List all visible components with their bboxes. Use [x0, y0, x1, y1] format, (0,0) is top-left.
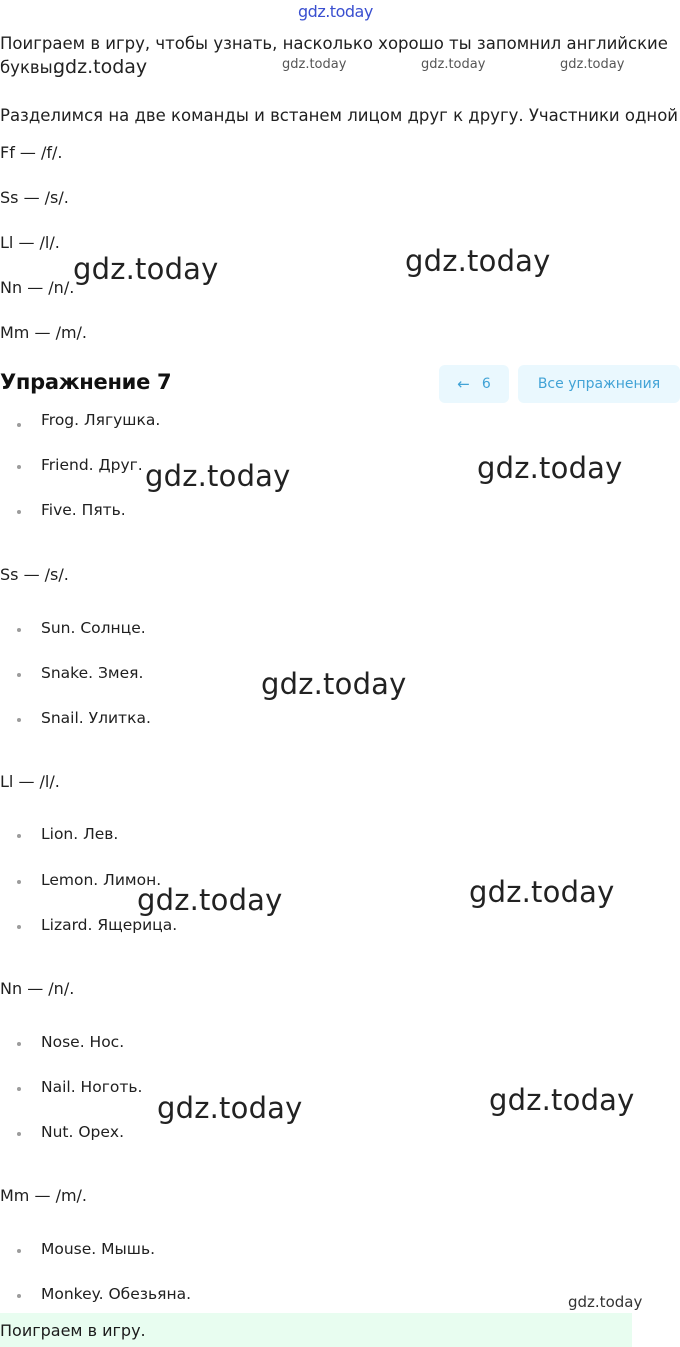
- bullet: [17, 1042, 21, 1046]
- group-heading-ss: Ss — /s/.: [0, 565, 69, 584]
- bullet: [17, 510, 21, 514]
- group-heading-nn: Nn — /n/.: [0, 979, 75, 998]
- bullet: [17, 834, 21, 838]
- exercise-title: Упражнение 7: [0, 370, 172, 394]
- list-item: Mouse. Мышь.: [41, 1240, 156, 1258]
- list-item: Snake. Змея.: [41, 664, 144, 682]
- watermark: gdz.today: [405, 244, 551, 278]
- watermark: gdz.today: [568, 1293, 643, 1311]
- list-item: Five. Пять.: [41, 501, 126, 519]
- list-item: Lion. Лев.: [41, 825, 119, 843]
- letter-ll: Ll — /l/.: [0, 233, 60, 252]
- watermark: gdz.today: [489, 1083, 635, 1117]
- group-heading-ll: Ll — /l/.: [0, 772, 60, 791]
- watermark: gdz.today: [145, 459, 291, 493]
- prev-exercise-button[interactable]: [439, 365, 509, 403]
- bullet: [17, 925, 21, 929]
- letter-ff: Ff — /f/.: [0, 143, 63, 162]
- watermark: gdz.today: [53, 56, 148, 78]
- watermark: gdz.today: [560, 57, 625, 72]
- list-item: Nose. Нос.: [41, 1033, 125, 1051]
- list-item: Sun. Солнце.: [41, 619, 146, 637]
- list-item: Snail. Улитка.: [41, 709, 151, 727]
- letter-nn: Nn — /n/.: [0, 278, 75, 297]
- watermark: gdz.today: [469, 875, 615, 909]
- all-exercises-label: Все упражнения: [537, 376, 661, 392]
- bullet: [17, 673, 21, 677]
- letter-ss: Ss — /s/.: [0, 188, 69, 207]
- watermark: gdz.today: [73, 252, 219, 286]
- list-item: Nut. Орех.: [41, 1123, 125, 1141]
- bullet: [17, 423, 21, 427]
- prev-exercise-label: 6: [481, 376, 491, 392]
- intro-line-1: Поиграем в игру, чтобы узнать, насколько хорошо ты запомнил английские: [0, 34, 668, 53]
- group-heading-mm: Mm — /m/.: [0, 1186, 88, 1205]
- list-item: Monkey. Обезьяна.: [41, 1285, 192, 1303]
- bullet: [17, 718, 21, 722]
- watermark: gdz.today: [137, 883, 283, 917]
- letter-mm: Mm — /m/.: [0, 323, 88, 342]
- watermark: gdz.today: [261, 667, 407, 701]
- list-item: Friend. Друг.: [41, 456, 143, 474]
- bullet: [17, 1249, 21, 1253]
- watermark: gdz.today: [421, 57, 486, 72]
- watermark: gdz.today: [157, 1091, 303, 1125]
- intro-line-3: Разделимся на две команды и встанем лицом друг к другу. Участники одной: [0, 106, 679, 125]
- highlight-text: Поиграем в игру.: [0, 1321, 146, 1340]
- list-item: Lemon. Лимон.: [41, 871, 162, 889]
- bullet: [17, 465, 21, 469]
- arrow-left-icon: ←: [457, 375, 470, 393]
- bullet: [17, 1087, 21, 1091]
- watermark: gdz.today: [477, 451, 623, 485]
- bullet: [17, 628, 21, 632]
- bullet: [17, 1132, 21, 1136]
- list-item: Lizard. Ящерица.: [41, 916, 178, 934]
- list-item: Frog. Лягушка.: [41, 411, 161, 429]
- site-logo[interactable]: gdz.today: [298, 2, 373, 21]
- all-exercises-button[interactable]: [518, 365, 680, 403]
- watermark: gdz.today: [282, 57, 347, 72]
- clipped-item-container: [0, 404, 680, 432]
- bullet: [17, 1294, 21, 1298]
- bullet: [17, 880, 21, 884]
- list-item: Nail. Ноготь.: [41, 1078, 143, 1096]
- intro-line-2: буквы.: [0, 58, 58, 77]
